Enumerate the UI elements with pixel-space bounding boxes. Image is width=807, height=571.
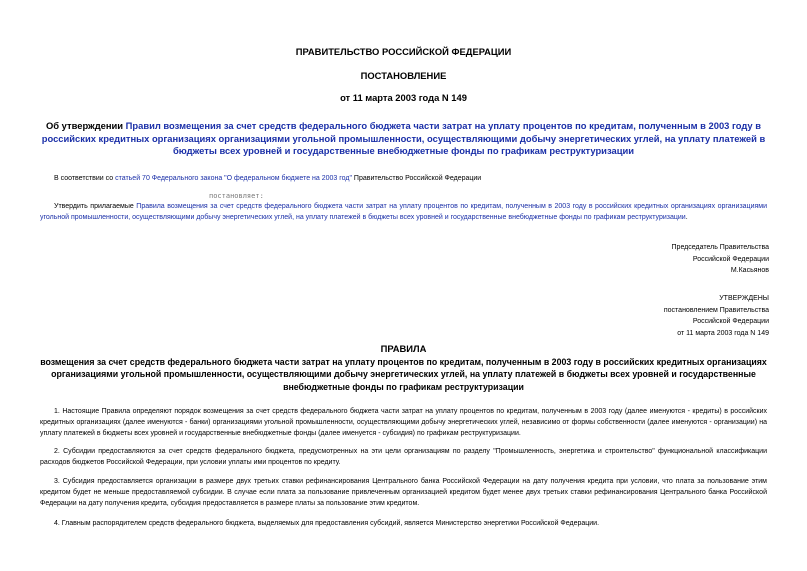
- decree-marker: постановляет:: [209, 192, 264, 200]
- document-title: [34, 120, 773, 158]
- approve-after: .: [685, 214, 688, 221]
- document-date-number: от 11 марта 2003 года N 149: [340, 92, 467, 103]
- federal-law-link[interactable]: статьей 70 Федерального закона "О федеральном бюджете на 2003 год": [115, 175, 352, 182]
- government-name: ПРАВИТЕЛЬСТВО РОССИЙСКОЙ ФЕДЕРАЦИИ: [295, 46, 512, 57]
- document-type: ПОСТАНОВЛЕНИЕ: [360, 70, 447, 81]
- signature-name: М.Касьянов: [730, 267, 769, 274]
- rules-item-1: 1. Настоящие Правила определяют порядок возмещения за счет средств федерального бюджета части затрат на уплату процентов по кредитам, полученным в 2003 году (далее именуются - кредиты) в российских кредитных организациях (далее именуются - банки) организациями угольной промышленности, осуществляющими добычу энергетических углей, независимо от формы собственности (далее именуются - организации) на уплату платежей в бюджеты всех уровней и государственные внебюджетные фонды (далее именуется - субсидия) по графикам реструктуризации.: [40, 408, 767, 437]
- approval-country: Российской Федерации: [692, 318, 769, 325]
- approve-before: Утвердить прилагаемые: [54, 203, 137, 210]
- approval-status: УТВЕРЖДЕНЫ: [719, 295, 769, 302]
- rules-item-2: 2. Субсидии предоставляются за счет средств федерального бюджета, предусмотренных на эти цели организациям по разделу "Промышленность, энергетика и строительство" функциональной классификации расходов бюджетов Российской Федерации, при условии уплаты ими процентов по кредиту.: [40, 448, 767, 466]
- preamble-paragraph: [54, 173, 774, 184]
- approved-rules-link[interactable]: Правила возмещения за счет средств федерального бюджета части затрат на уплату процентов по кредитам, полученным в 2003 году в российских кредитных организациях организациями угольной промышленности, осуществляющими добычу энергетических углей, на уплату платежей в бюджеты всех уровней и государственные внебюджетные фонды по графикам реструктуризации: [40, 203, 767, 221]
- rules-item-3: 3. Субсидия предоставляется организации в размере двух третьих ставки рефинансирования Центрального банка Российской Федерации на дату получения кредита при условии, что плата за пользование этим кредитом будет не меньше предоставляемой субсидии. В случае если плата за пользование привлеченным организацией кредитом будет менее двух третьих ставки рефинансирования Центрального банка Российской Федерации на дату получения кредита, субсидия предоставляется в размере платы за пользование этим кредитом.: [40, 478, 767, 507]
- approval-by: постановлением Правительства: [663, 306, 769, 314]
- signature-country: Российской Федерации: [692, 255, 769, 263]
- signature-title: Председатель Правительства: [671, 244, 769, 251]
- signature-block: [672, 242, 769, 277]
- rules-item-4: 4. Главным распорядителем средств федерального бюджета, выделяемых для предоставления субсидий, является Министерство энергетики Российской Федерации.: [54, 520, 600, 527]
- rules-subheading: возмещения за счет средств федерального бюджета части затрат на уплату процентов по кредитам, полученным в 2003 году в российских кредитных организациях организациями угольной промышленности, осуществляющими добычу энергетических углей, на уплату платежей в бюджеты всех уровней и государственные внебюджетные фонды по графикам реструктуризации: [40, 357, 767, 392]
- preamble-after: Правительство Российской Федерации: [351, 175, 482, 182]
- rules-heading: ПРАВИЛА: [380, 343, 427, 354]
- approval-date: от 11 марта 2003 года N 149: [677, 329, 769, 337]
- title-rules-link[interactable]: Правил возмещения за счет средств федерального бюджета части затрат на уплату процентов по кредитам, полученным в 2003 году в российских кредитных организациях организациями угольной промышленности, осуществляющими добычу энергетических углей, на уплату платежей в бюджеты всех уровней и государственные внебюджетные фонды по графикам реструктуризации: [41, 120, 766, 157]
- title-prefix: Об утверждении: [45, 120, 126, 131]
- approve-paragraph: [40, 201, 767, 223]
- preamble-before: В соответствии со: [54, 175, 116, 182]
- approval-stamp: [664, 293, 769, 339]
